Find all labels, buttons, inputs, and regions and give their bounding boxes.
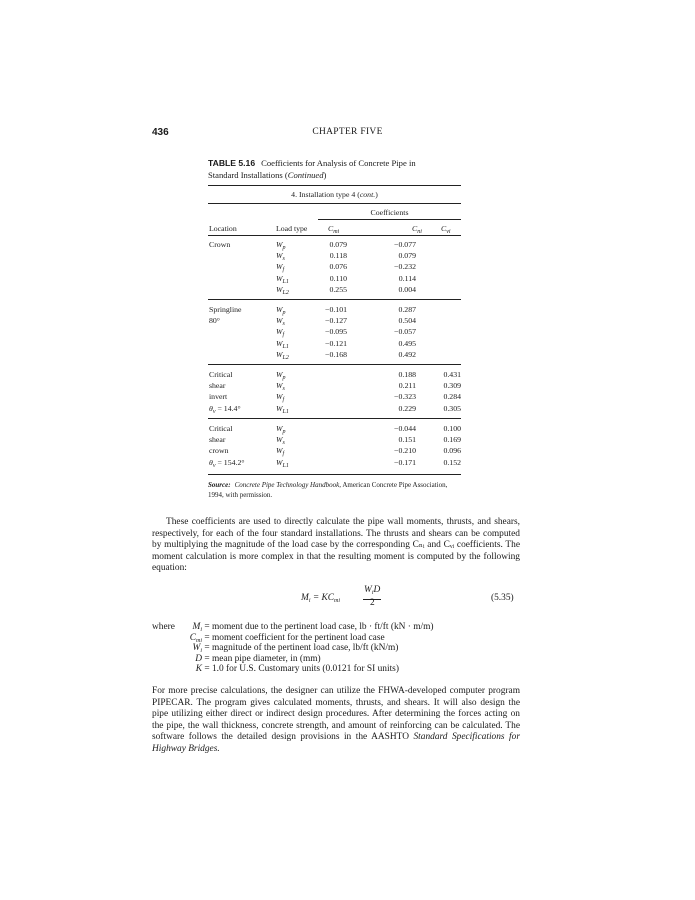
location-label: Crown bbox=[209, 240, 231, 249]
cmi-value: 0.079 bbox=[329, 240, 347, 249]
col-cni: $C_{ni}$ bbox=[412, 224, 422, 235]
coefficients-rule bbox=[318, 219, 461, 220]
load-type: $W_{L1}$ bbox=[276, 457, 289, 469]
load-type: $W_p$ bbox=[276, 305, 286, 316]
caption-close: ) bbox=[323, 169, 327, 180]
caption-line1: Coefficients for Analysis of Concrete Pipe in bbox=[261, 158, 416, 168]
cni-value: −0.077 bbox=[394, 240, 416, 249]
cmi-value: 0.118 bbox=[329, 251, 347, 261]
cvi-value: 0.096 bbox=[443, 446, 461, 456]
cvi-value: 0.169 bbox=[443, 435, 461, 445]
cvi-value: 0.100 bbox=[443, 424, 461, 433]
load-type: $W_f$ bbox=[276, 446, 285, 458]
col-cmi: $C_{mi}$ bbox=[328, 224, 340, 235]
table-top-rule bbox=[208, 185, 461, 186]
cmi-value: −0.127 bbox=[325, 316, 347, 326]
cni-value: 0.114 bbox=[398, 273, 416, 283]
location-label: crown bbox=[209, 446, 229, 456]
load-type: $W_{L1}$ bbox=[276, 403, 289, 415]
cvi-value: 0.152 bbox=[443, 457, 461, 467]
cni-value: 0.229 bbox=[398, 403, 416, 413]
location-label: $\theta_v = 14.4^\circ$ bbox=[209, 403, 241, 415]
cni-value: −0.210 bbox=[394, 446, 416, 456]
caption-line2: Standard Installations ( bbox=[208, 169, 288, 180]
where-item: $W_i$ = magnitude of the pertinent load case, lb/ft (kN/m) bbox=[192, 643, 399, 655]
cni-value: 0.211 bbox=[398, 381, 416, 391]
load-type: $W_{L1}$ bbox=[276, 273, 289, 285]
load-type: $W_f$ bbox=[276, 392, 285, 404]
page-number: 436 bbox=[152, 127, 169, 138]
header-bottom-rule bbox=[208, 235, 461, 236]
cni-value: −0.044 bbox=[394, 424, 416, 433]
cvi-value: 0.284 bbox=[443, 392, 461, 402]
load-type: $W_{L2}$ bbox=[276, 349, 289, 361]
table-bottom-rule bbox=[208, 474, 461, 475]
col-load-type: Load type bbox=[276, 224, 308, 233]
group-rule bbox=[208, 299, 461, 300]
installation-heading: 4. Installation type 4 (cont.) bbox=[291, 190, 378, 199]
equation: $M_i = KC_{mi}$ bbox=[301, 593, 341, 604]
load-type: $W_s$ bbox=[276, 316, 285, 328]
cni-value: −0.057 bbox=[394, 327, 416, 337]
installation-rule bbox=[208, 203, 461, 204]
cni-value: −0.171 bbox=[394, 457, 416, 467]
cni-value: 0.004 bbox=[398, 284, 416, 294]
equation-number: (5.35) bbox=[491, 593, 514, 603]
load-type: $W_{L2}$ bbox=[276, 284, 289, 296]
equation-numerator: $W_iD$ bbox=[363, 585, 381, 600]
cmi-value: 0.110 bbox=[329, 273, 347, 283]
cmi-value: 0.255 bbox=[329, 284, 347, 294]
col-cvi: $C_{vi}$ bbox=[441, 224, 451, 235]
where-intro: where bbox=[152, 622, 175, 632]
cni-value: 0.504 bbox=[398, 316, 416, 326]
chapter-title: CHAPTER FIVE bbox=[312, 127, 383, 137]
coefficients-heading: Coefficients bbox=[370, 208, 409, 217]
load-type: $W_p$ bbox=[276, 424, 286, 435]
col-location: Location bbox=[209, 224, 237, 233]
group-rule bbox=[208, 364, 461, 365]
cmi-value: 0.076 bbox=[329, 262, 347, 272]
cni-value: 0.079 bbox=[398, 251, 416, 261]
cni-value: 0.287 bbox=[398, 305, 416, 314]
where-item: $M_i$ = moment due to the pertinent load case, lb · ft/ft (kN · m/m) bbox=[192, 622, 434, 633]
cni-value: −0.232 bbox=[394, 262, 416, 272]
location-label: 80° bbox=[209, 316, 220, 326]
cni-value: 0.495 bbox=[398, 338, 416, 348]
cmi-value: −0.095 bbox=[325, 327, 347, 337]
cmi-value: −0.121 bbox=[325, 338, 347, 348]
load-type: $W_s$ bbox=[276, 435, 285, 447]
paragraph-coefficients: These coefficients are used to directly calculate the pipe wall moments, thrusts, and shears, respectively, for each of the four standard installations. The thrusts and shears can be computed by multiplying the magnitude of the load case by the corresponding Cₙᵢ and Cᵥᵢ coefficients. The moment calculation is more complex in that the resulting moment is computed by the following equation: bbox=[152, 517, 520, 574]
location-label: $\theta_v = 154.2^\circ$ bbox=[209, 457, 245, 469]
location-label: shear bbox=[209, 381, 226, 391]
group-rule bbox=[208, 418, 461, 419]
equation-denominator: 2 bbox=[370, 598, 375, 608]
table-source: Source: Concrete Pipe Technology Handbook, American Concrete Pipe Association, 1994, with permission. bbox=[208, 481, 448, 499]
load-type: $W_f$ bbox=[276, 262, 285, 274]
load-type: $W_{L1}$ bbox=[276, 338, 289, 350]
location-label: Springline bbox=[209, 305, 242, 314]
cvi-value: 0.305 bbox=[443, 403, 461, 413]
caption-continued: Continued bbox=[287, 169, 324, 180]
location-label: shear bbox=[209, 435, 226, 445]
paragraph-pipecar: For more precise calculations, the designer can utilize the FHWA-developed computer program PIPECAR. The program gives calculated moments, thrusts, and shears. It will also design the pipe utilizing either direct or indirect design procedures. After determining the forces acting on the pipe, the wall thickness, concrete strength, and amount of reinforcing can be calculated. The software follows the detailed design provisions in the AASHTO Standard Specifications for Highway Bridges. bbox=[152, 686, 520, 754]
load-type: $W_s$ bbox=[276, 251, 285, 263]
where-item: D = mean pipe diameter, in (mm) bbox=[195, 653, 321, 664]
load-type: $W_p$ bbox=[276, 240, 286, 251]
location-label: invert bbox=[209, 392, 228, 402]
table-number: TABLE 5.16 bbox=[208, 158, 256, 168]
cmi-value: −0.168 bbox=[325, 349, 347, 359]
location-label: Critical bbox=[209, 424, 233, 433]
where-item: K = 1.0 for U.S. Customary units (0.0121 for SI units) bbox=[195, 664, 399, 675]
cni-value: 0.492 bbox=[398, 349, 416, 359]
cni-value: 0.188 bbox=[398, 370, 416, 379]
table-caption bbox=[208, 158, 478, 181]
cni-value: −0.323 bbox=[394, 392, 416, 402]
load-type: $W_s$ bbox=[276, 381, 285, 393]
load-type: $W_p$ bbox=[276, 370, 286, 381]
where-item: $C_{mi}$ = moment coefficient for the pertinent load case bbox=[189, 632, 385, 644]
cvi-value: 0.431 bbox=[443, 370, 461, 379]
location-label: Critical bbox=[209, 370, 233, 379]
cvi-value: 0.309 bbox=[443, 381, 461, 391]
cmi-value: −0.101 bbox=[325, 305, 347, 314]
load-type: $W_f$ bbox=[276, 327, 285, 339]
cni-value: 0.151 bbox=[398, 435, 416, 445]
